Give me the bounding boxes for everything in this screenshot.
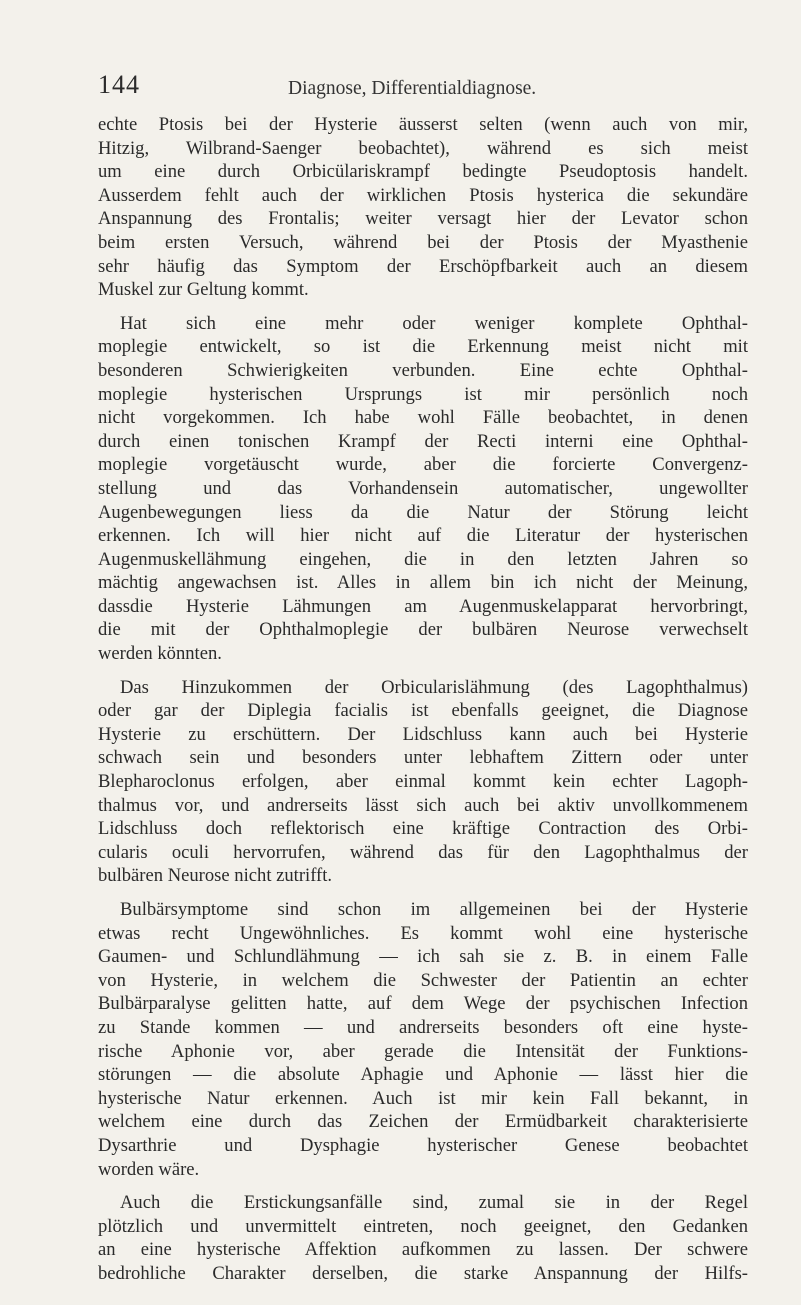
paragraph-gap — [98, 888, 748, 898]
body-text — [98, 113, 748, 1286]
text-line: Dysarthrie und Dysphagie hysterischer Genese beobachtet — [98, 1134, 748, 1156]
text-line: Hat sich eine mehr oder weniger komplete Ophthal- — [120, 312, 748, 334]
text-line: Bulbärparalyse gelitten hatte, auf dem Wege der psychischen Infection — [98, 993, 748, 1015]
text-line: Augenbewegungen liess da die Natur der Störung leicht — [98, 501, 748, 523]
paragraph — [98, 312, 748, 666]
text-line: cularis oculi hervorrufen, während das für den Lagophthalmus der — [98, 841, 748, 863]
text-line: mächtig angewachsen ist. Alles in allem bin ich nicht der Meinung, — [98, 572, 748, 594]
text-line: von Hysterie, in welchem die Schwester der Patientin an echter — [98, 969, 748, 991]
text-line: Hitzig, Wilbrand-Saenger beobachtet), während es sich meist — [98, 137, 748, 159]
text-line: thalmus vor, und andrerseits lässt sich auch bei aktiv unvollkommenem — [98, 794, 748, 816]
text-line: hysterische Natur erkennen. Auch ist mir kein Fall bekannt, in — [98, 1087, 748, 1109]
text-line: stellung und das Vorhandensein automatischer, ungewollter — [98, 477, 748, 499]
text-line: besonderen Schwierigkeiten verbunden. Eine echte Ophthal- — [98, 359, 748, 381]
page-number: 144 — [98, 70, 140, 99]
text-line: werden könnten. — [98, 643, 222, 665]
text-line: schwach sein und besonders unter lebhaftem Zittern oder unter — [98, 747, 748, 769]
text-line: Das Hinzukommen der Orbicularislähmung (des Lagophthalmus) — [120, 676, 748, 698]
paragraph — [98, 113, 748, 302]
text-line: sehr häufig das Symptom der Erschöpfbarkeit auch an diesem — [98, 255, 748, 277]
text-line: moplegie hysterischen Ursprungs ist mir persönlich noch — [98, 383, 748, 405]
text-line: welchem eine durch das Zeichen der Ermüdbarkeit charakterisierte — [98, 1111, 748, 1133]
paragraph — [98, 1191, 748, 1285]
paragraph — [98, 898, 748, 1181]
page-header — [98, 70, 748, 104]
text-line: etwas recht Ungewöhnliches. Es kommt wohl eine hysterische — [98, 922, 748, 944]
paragraph-gap — [98, 1181, 748, 1191]
text-line: Ausserdem fehlt auch der wirklichen Ptosis hysterica die sekundäre — [98, 184, 748, 206]
text-line: Blepharoclonus erfolgen, aber einmal kommt kein echter Lagoph- — [98, 771, 748, 793]
text-line: Gaumen- und Schlundlähmung — ich sah sie z. B. in einem Falle — [98, 946, 748, 968]
text-line: Bulbärsymptome sind schon im allgemeinen bei der Hysterie — [120, 899, 748, 920]
paragraph-gap — [98, 302, 748, 312]
text-line: störungen — die absolute Aphagie und Aphonie — lässt hier die — [98, 1064, 748, 1086]
text-line: Muskel zur Geltung kommt. — [98, 279, 309, 301]
text-line: Augenmuskellähmung eingehen, die in den letzten Jahren so — [98, 548, 748, 570]
text-line: an eine hysterische Affektion aufkommen zu lassen. Der schwere — [98, 1239, 748, 1261]
text-line: plötzlich und unvermittelt eintreten, noch geeignet, den Gedanken — [98, 1215, 748, 1237]
text-line: beim ersten Versuch, während bei der Ptosis der Myasthenie — [98, 231, 748, 253]
text-line: echte Ptosis bei der Hysterie äusserst selten (wenn auch von mir, — [98, 114, 748, 135]
text-line: durch einen tonischen Krampf der Recti interni eine Ophthal- — [98, 430, 748, 452]
text-line: Auch die Erstickungsanfälle sind, zumal sie in der Regel — [120, 1192, 748, 1214]
paragraph-gap — [98, 666, 748, 676]
paragraph — [98, 676, 748, 888]
text-line: die mit der Ophthalmoplegie der bulbären Neurose verwechselt — [98, 619, 748, 641]
text-line: moplegie entwickelt, so ist die Erkennung meist nicht mit — [98, 336, 748, 358]
text-line: Lidschluss doch reflektorisch eine kräftige Contraction des Orbi- — [98, 818, 748, 840]
text-line: Hysterie zu erschüttern. Der Lidschluss kann auch bei Hysterie — [98, 723, 748, 745]
text-line: rische Aphonie vor, aber gerade die Intensität der Funktions- — [98, 1040, 748, 1062]
text-line: erkennen. Ich will hier nicht auf die Literatur der hysterischen — [98, 525, 748, 547]
text-line: worden wäre. — [98, 1158, 200, 1180]
text-line: bedrohliche Charakter derselben, die starke Anspannung der Hilfs- — [98, 1262, 748, 1284]
running-head: Diagnose, Differentialdiagnose. — [288, 78, 537, 99]
text-line: um eine durch Orbicülariskrampf bedingte Pseudoptosis handelt. — [98, 161, 748, 183]
text-line: oder gar der Diplegia facialis ist ebenfalls geeignet, die Diagnose — [98, 700, 748, 722]
text-line: dassdie Hysterie Lähmungen am Augenmuskelapparat hervorbringt, — [98, 595, 748, 617]
text-line: bulbären Neurose nicht zutrifft. — [98, 865, 333, 887]
text-line: nicht vorgekommen. Ich habe wohl Fälle beobachtet, in denen — [98, 407, 748, 429]
text-line: zu Stande kommen — und andrerseits besonders oft eine hyste- — [98, 1016, 748, 1038]
text-line: moplegie vorgetäuscht wurde, aber die forcierte Convergenz- — [98, 454, 748, 476]
text-line: Anspannung des Frontalis; weiter versagt hier der Levator schon — [98, 208, 748, 230]
